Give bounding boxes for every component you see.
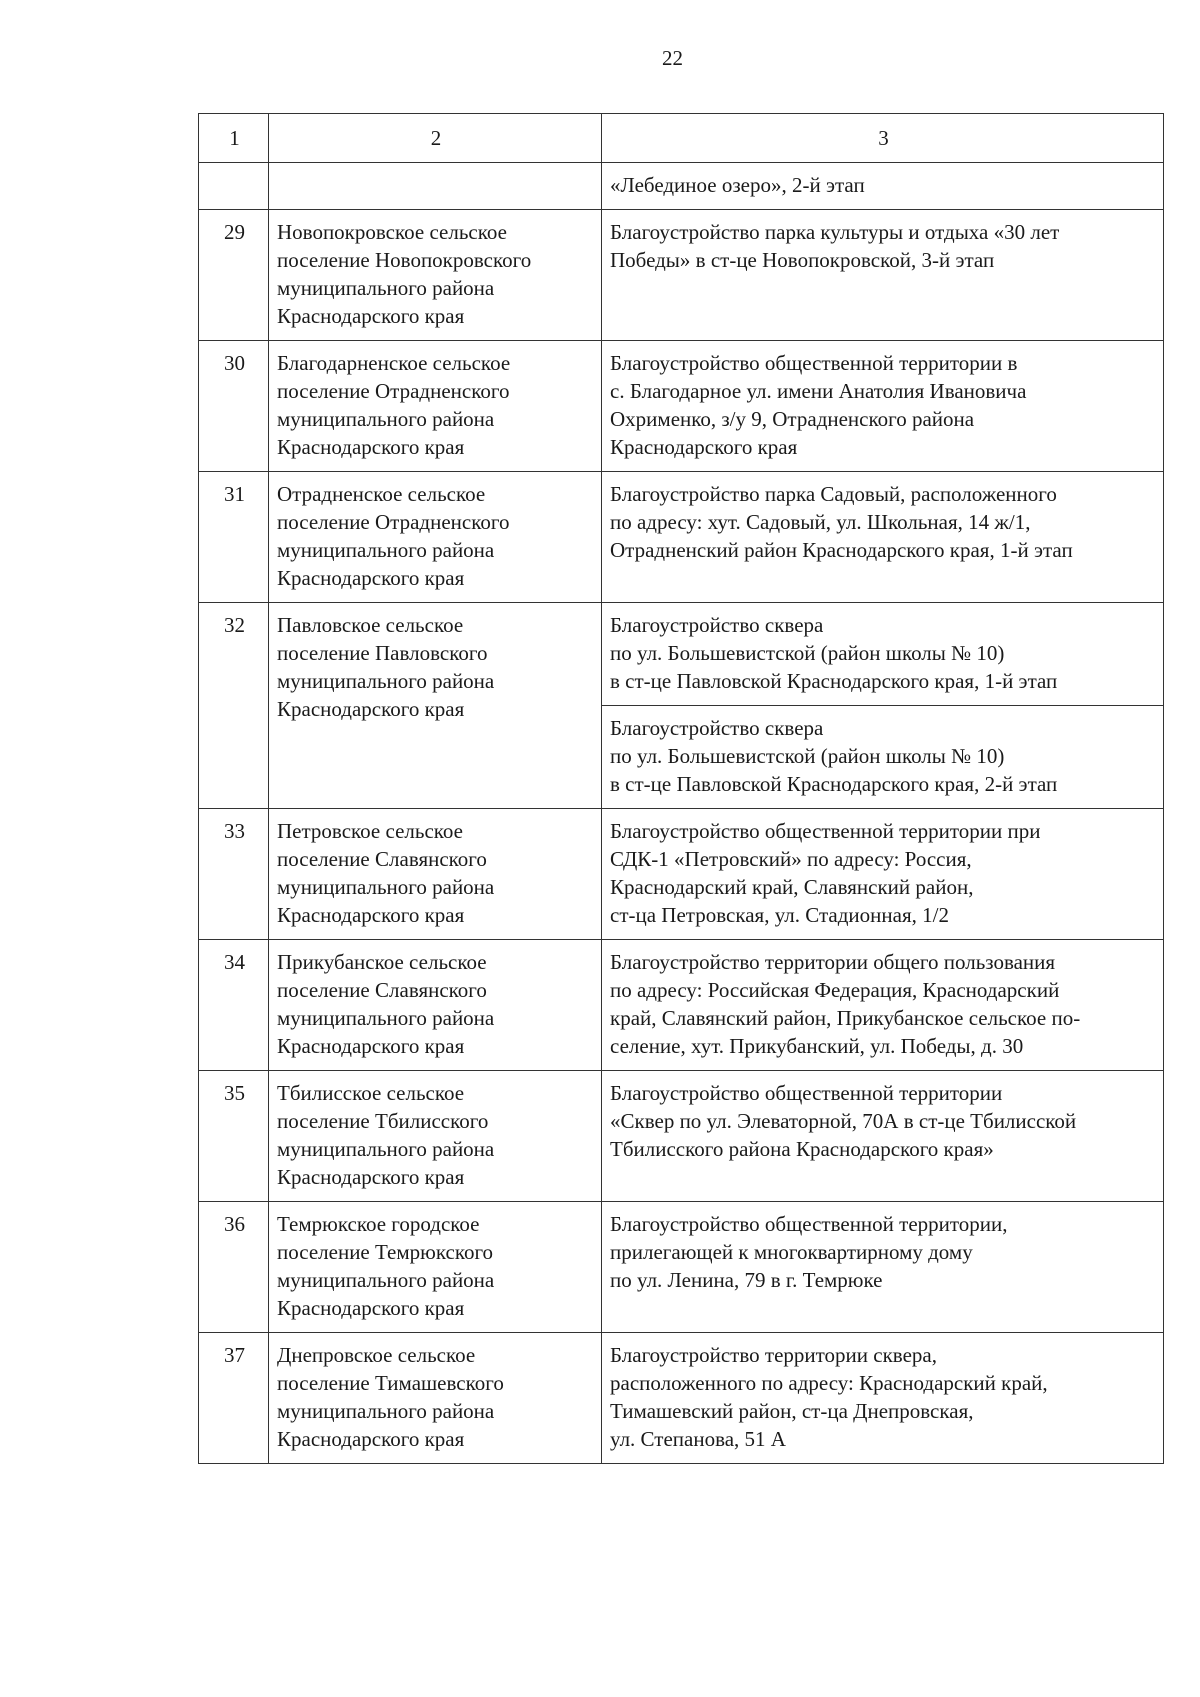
municipality-cell	[269, 1202, 602, 1333]
municipality-line: Краснодарского края	[277, 566, 465, 590]
row-number-cell: 29	[199, 210, 269, 341]
project-line: в ст-це Павловской Краснодарского края, 2-й этап	[610, 772, 1058, 796]
row-number-cell: 36	[199, 1202, 269, 1333]
project-line: край, Славянский район, Прикубанское сельское по-	[610, 1006, 1081, 1030]
project-line: в ст-це Павловской Краснодарского края, 1-й этап	[610, 669, 1058, 693]
row-number-cell: 31	[199, 472, 269, 603]
project-cell	[602, 706, 1164, 809]
table-row	[199, 1333, 1164, 1464]
project-cell	[602, 1071, 1164, 1202]
municipality-line: Павловское сельское	[277, 613, 464, 637]
project-line: Победы» в ст-це Новопокровской, 3-й этап	[610, 248, 995, 272]
municipality-line: Краснодарского края	[277, 1296, 465, 1320]
project-line: Благоустройство общественной территории	[610, 1081, 1003, 1105]
municipality-line: Краснодарского края	[277, 1427, 465, 1451]
project-cell	[602, 809, 1164, 940]
municipality-line: поселение Отрадненского	[277, 510, 510, 534]
table-row	[199, 341, 1164, 472]
municipality-line: муниципального района	[277, 1399, 495, 1423]
project-line: Тимашевский район, ст-ца Днепровская,	[610, 1399, 974, 1423]
municipality-line: поселение Отрадненского	[277, 379, 510, 403]
municipality-line: поселение Тбилисского	[277, 1109, 489, 1133]
project-line: СДК-1 «Петровский» по адресу: Россия,	[610, 847, 972, 871]
municipality-cell	[269, 472, 602, 603]
municipality-line: муниципального района	[277, 1006, 495, 1030]
municipality-line: Тбилисское сельское	[277, 1081, 465, 1105]
project-cell	[602, 210, 1164, 341]
municipality-line: поселение Темрюкского	[277, 1240, 494, 1264]
continuation-project-cell	[602, 163, 1164, 210]
municipality-line: Темрюкское городское	[277, 1212, 480, 1236]
header-col-2: 2	[269, 114, 602, 163]
project-line: по ул. Большевистской (район школы № 10)	[610, 744, 1005, 768]
project-line: Краснодарский край, Славянский район,	[610, 875, 974, 899]
municipality-line: муниципального района	[277, 669, 495, 693]
project-line: по адресу: хут. Садовый, ул. Школьная, 14 ж/1,	[610, 510, 1031, 534]
municipality-line: муниципального района	[277, 407, 495, 431]
table-row	[199, 210, 1164, 341]
project-line: Благоустройство парка культуры и отдыха «30 лет	[610, 220, 1060, 244]
municipality-line: Краснодарского края	[277, 304, 465, 328]
municipality-line: Краснодарского края	[277, 903, 465, 927]
table-row	[199, 603, 1164, 706]
project-line: Благоустройство общественной территории,	[610, 1212, 1008, 1236]
project-cell	[602, 603, 1164, 706]
table-header-row	[199, 114, 1164, 163]
project-cell	[602, 940, 1164, 1071]
project-line: по ул. Ленина, 79 в г. Темрюке	[610, 1268, 883, 1292]
row-number-cell: 33	[199, 809, 269, 940]
project-line: ст-ца Петровская, ул. Стадионная, 1/2	[610, 903, 949, 927]
municipality-line: Краснодарского края	[277, 435, 465, 459]
municipality-line: муниципального района	[277, 1137, 495, 1161]
row-number-cell: 30	[199, 341, 269, 472]
municipality-line: муниципального района	[277, 538, 495, 562]
project-line: «Сквер по ул. Элеваторной, 70А в ст-це Тбилисской	[610, 1109, 1077, 1133]
municipality-line: поселение Павловского	[277, 641, 488, 665]
project-cell	[602, 1202, 1164, 1333]
municipality-line: муниципального района	[277, 1268, 495, 1292]
project-line: Отрадненский район Краснодарского края, 1-й этап	[610, 538, 1073, 562]
row-number-cell: 35	[199, 1071, 269, 1202]
row-number-cell: 34	[199, 940, 269, 1071]
municipality-cell	[269, 1333, 602, 1464]
municipality-line: Краснодарского края	[277, 1165, 465, 1189]
table-row	[199, 1071, 1164, 1202]
municipality-line: поселение Славянского	[277, 978, 487, 1002]
project-line: расположенного по адресу: Краснодарский край,	[610, 1371, 1048, 1395]
project-cell	[602, 472, 1164, 603]
municipality-line: Благодарненское сельское	[277, 351, 511, 375]
table-row	[199, 809, 1164, 940]
continuation-municipality-cell	[269, 163, 602, 210]
row-number-cell: 37	[199, 1333, 269, 1464]
project-line: Благоустройство общественной территории в	[610, 351, 1018, 375]
municipality-line: Отрадненское сельское	[277, 482, 486, 506]
municipality-cell	[269, 341, 602, 472]
project-line: Охрименко, з/у 9, Отрадненского района	[610, 407, 975, 431]
project-line: Благоустройство общественной территории при	[610, 819, 1041, 843]
municipality-cell	[269, 210, 602, 341]
page-number: 22	[662, 46, 683, 70]
project-line: Благоустройство сквера	[610, 716, 824, 740]
table-row	[199, 1202, 1164, 1333]
municipality-line: поселение Новопокровского	[277, 248, 532, 272]
municipality-line: Прикубанское сельское	[277, 950, 487, 974]
header-col-3: 3	[602, 114, 1164, 163]
project-line: Благоустройство парка Садовый, расположенного	[610, 482, 1057, 506]
municipality-cell	[269, 940, 602, 1071]
continuation-num-cell	[199, 163, 269, 210]
project-line: Благоустройство сквера	[610, 613, 824, 637]
project-line: прилегающей к многоквартирному дому	[610, 1240, 973, 1264]
project-cell	[602, 1333, 1164, 1464]
table-row	[199, 940, 1164, 1071]
header-col-1: 1	[199, 114, 269, 163]
project-cell	[602, 341, 1164, 472]
project-line: по адресу: Российская Федерация, Краснодарский	[610, 978, 1060, 1002]
project-line: Тбилисского района Краснодарского края»	[610, 1137, 994, 1161]
continuation-project-line: «Лебединое озеро», 2-й этап	[610, 173, 865, 197]
project-line: Благоустройство территории сквера,	[610, 1343, 937, 1367]
continuation-row	[199, 163, 1164, 210]
municipality-cell	[269, 809, 602, 940]
municipality-line: Новопокровское сельское	[277, 220, 507, 244]
project-line: с. Благодарное ул. имени Анатолия Ивановича	[610, 379, 1027, 403]
row-number-cell: 32	[199, 603, 269, 809]
project-line: по ул. Большевистской (район школы № 10)	[610, 641, 1005, 665]
project-line: Благоустройство территории общего пользования	[610, 950, 1056, 974]
table-row	[199, 472, 1164, 603]
municipality-line: поселение Тимашевского	[277, 1371, 504, 1395]
project-line: селение, хут. Прикубанский, ул. Победы, д. 30	[610, 1034, 1024, 1058]
municipality-line: муниципального района	[277, 276, 495, 300]
project-line: ул. Степанова, 51 А	[610, 1427, 786, 1451]
municipality-line: муниципального района	[277, 875, 495, 899]
municipality-cell	[269, 1071, 602, 1202]
project-line: Краснодарского края	[610, 435, 798, 459]
document-table	[198, 113, 1164, 1464]
municipality-line: Краснодарского края	[277, 697, 465, 721]
municipality-line: поселение Славянского	[277, 847, 487, 871]
municipality-line: Краснодарского края	[277, 1034, 465, 1058]
municipality-line: Петровское сельское	[277, 819, 463, 843]
municipality-cell	[269, 603, 602, 809]
municipality-line: Днепровское сельское	[277, 1343, 476, 1367]
